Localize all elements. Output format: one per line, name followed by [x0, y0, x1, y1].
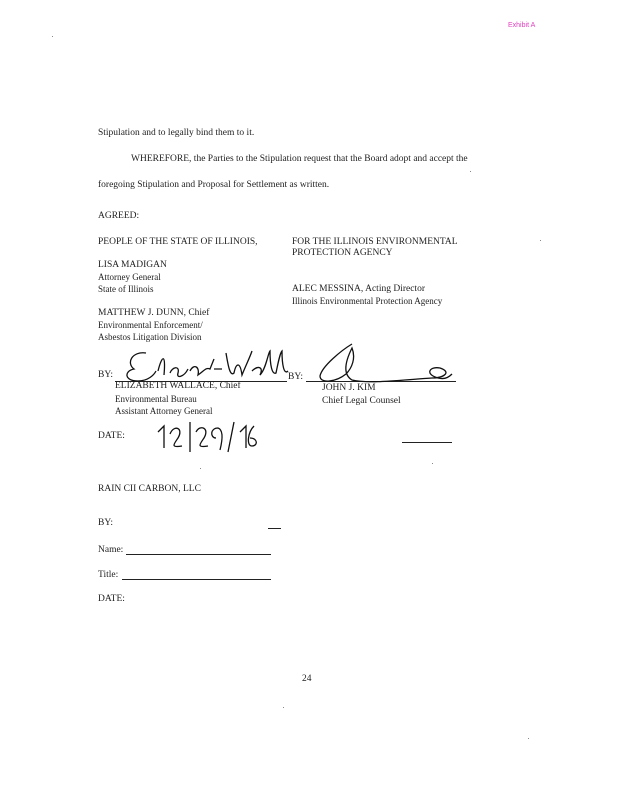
company-name-line: [126, 554, 271, 555]
scan-speck: [528, 738, 529, 739]
scan-speck: [52, 36, 53, 37]
left-date-label: DATE:: [98, 431, 125, 441]
wallace-signature: [118, 345, 298, 385]
left-signer-name: ELIZABETH WALLACE, Chief: [115, 381, 241, 391]
left-party-title-2: State of Illinois: [98, 284, 154, 294]
left-party-title-1: Attorney General: [98, 272, 161, 282]
company-name: RAIN CII CARBON, LLC: [98, 484, 201, 494]
right-party-title: Illinois Environmental Protection Agency: [292, 296, 443, 306]
date-blank-line: [402, 442, 452, 443]
left-party-heading: PEOPLE OF THE STATE OF ILLINOIS,: [98, 237, 258, 247]
right-party-name: ALEC MESSINA, Acting Director: [292, 284, 425, 294]
left-signer-title-1: Environmental Bureau: [115, 394, 197, 404]
agreed-label: AGREED:: [98, 211, 140, 221]
company-date-label: DATE:: [98, 594, 125, 604]
left-party-name: LISA MADIGAN: [98, 260, 167, 270]
left-by-label: BY:: [98, 370, 113, 380]
right-party-heading-1: FOR THE ILLINOIS ENVIRONMENTAL: [292, 237, 458, 247]
scan-speck: [540, 240, 541, 241]
exhibit-stamp: Exhibit A: [508, 22, 536, 29]
scan-speck: [283, 707, 284, 708]
scan-speck: [470, 171, 471, 172]
right-signer-name: JOHN J. KIM: [322, 383, 376, 393]
scan-speck: [432, 463, 433, 464]
scan-speck: [200, 468, 201, 469]
intro-line: Stipulation and to legally bind them to it.: [98, 128, 255, 138]
left-signer-title-2: Assistant Attorney General: [115, 406, 213, 416]
wherefore-line-1: WHEREFORE, the Parties to the Stipulation request that the Board adopt and accept the: [131, 154, 468, 164]
wherefore-line-2: foregoing Stipulation and Proposal for Settlement as written.: [98, 180, 330, 190]
page-number: 24: [302, 674, 312, 684]
right-by-label: BY:: [288, 372, 303, 382]
right-signer-title: Chief Legal Counsel: [322, 396, 401, 406]
company-by-label: BY:: [98, 518, 113, 528]
left-sub-name: MATTHEW J. DUNN, Chief: [98, 308, 210, 318]
company-by-line: [268, 528, 281, 529]
right-party-heading-2: PROTECTION AGENCY: [292, 248, 393, 258]
left-sub-title-2: Asbestos Litigation Division: [98, 332, 202, 342]
left-sub-title-1: Environmental Enforcement/: [98, 320, 203, 330]
handwritten-date: [150, 418, 260, 454]
company-title-line: [122, 579, 271, 580]
company-name-label: Name:: [98, 545, 124, 555]
company-title-label: Title:: [98, 570, 119, 580]
